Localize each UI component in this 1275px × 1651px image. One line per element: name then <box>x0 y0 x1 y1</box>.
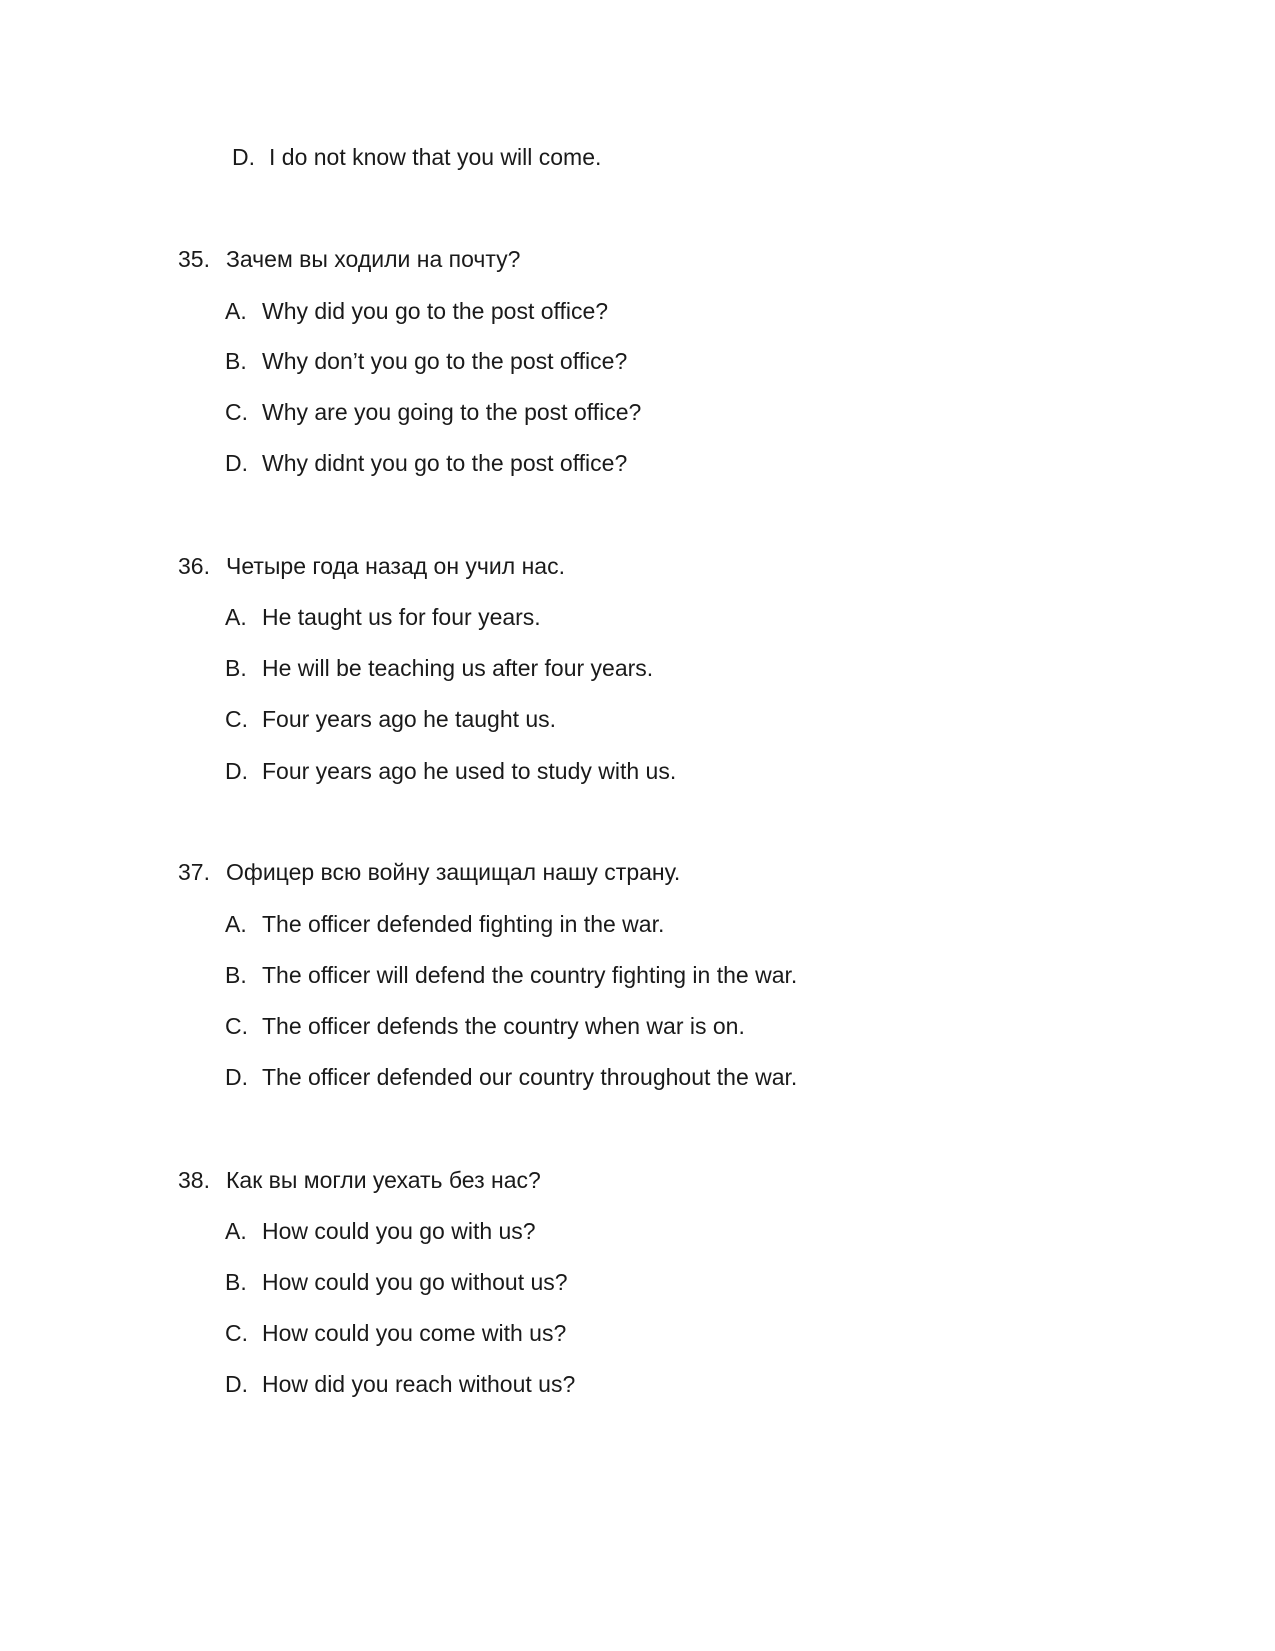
answer-option <box>225 1012 745 1040</box>
option-text: The officer defended fighting in the war. <box>262 911 665 937</box>
option-letter: B. <box>225 655 247 681</box>
answer-option <box>225 654 653 682</box>
answer-option <box>225 705 556 733</box>
option-text: How could you go with us? <box>262 1218 536 1244</box>
answer-option <box>225 1319 566 1347</box>
option-text: The officer defended our country throughout the war. <box>262 1064 798 1090</box>
answer-option <box>225 961 797 989</box>
question-text: Как вы могли уехать без нас? <box>226 1167 541 1193</box>
option-text: Why are you going to the post office? <box>262 399 642 425</box>
option-letter: C. <box>225 1320 248 1346</box>
option-text: The officer will defend the country fighting in the war. <box>262 962 798 988</box>
option-letter: A. <box>225 604 247 630</box>
option-letter: D. <box>225 1064 248 1090</box>
answer-option <box>225 603 541 631</box>
option-text: I do not know that you will come. <box>269 144 602 170</box>
answer-option <box>225 757 676 785</box>
option-letter: C. <box>225 1013 248 1039</box>
answer-option <box>225 1063 797 1091</box>
option-letter: D. <box>232 144 255 170</box>
question-prompt <box>178 1166 541 1194</box>
option-text: The officer defends the country when war is on. <box>262 1013 745 1039</box>
question-prompt <box>178 552 565 580</box>
answer-option <box>225 449 627 477</box>
question-number: 37. <box>178 859 210 885</box>
question-number: 36. <box>178 553 210 579</box>
option-text: He will be teaching us after four years. <box>262 655 654 681</box>
option-text: How could you go without us? <box>262 1269 568 1295</box>
option-text: How did you reach without us? <box>262 1371 576 1397</box>
answer-option <box>225 1268 568 1296</box>
continued-option <box>232 143 601 171</box>
question-text: Четыре года назад он учил нас. <box>226 553 565 579</box>
question-prompt <box>178 858 680 886</box>
option-letter: C. <box>225 706 248 732</box>
option-letter: C. <box>225 399 248 425</box>
option-letter: B. <box>225 1269 247 1295</box>
option-letter: D. <box>225 1371 248 1397</box>
answer-option <box>225 1217 536 1245</box>
option-text: Four years ago he taught us. <box>262 706 557 732</box>
answer-option <box>225 1370 575 1398</box>
answer-option <box>225 347 627 375</box>
option-letter: D. <box>225 758 248 784</box>
question-number: 35. <box>178 246 210 272</box>
option-letter: A. <box>225 911 247 937</box>
question-prompt <box>178 245 520 273</box>
option-letter: D. <box>225 450 248 476</box>
option-text: Four years ago he used to study with us. <box>262 758 677 784</box>
option-letter: B. <box>225 962 247 988</box>
answer-option <box>225 398 641 426</box>
option-text: He taught us for four years. <box>262 604 541 630</box>
option-text: Why don’t you go to the post office? <box>262 348 628 374</box>
question-text: Зачем вы ходили на почту? <box>226 246 521 272</box>
question-number: 38. <box>178 1167 210 1193</box>
option-text: How could you come with us? <box>262 1320 567 1346</box>
option-text: Why didnt you go to the post office? <box>262 450 628 476</box>
option-letter: A. <box>225 1218 247 1244</box>
option-letter: A. <box>225 298 247 324</box>
answer-option <box>225 297 608 325</box>
answer-option <box>225 910 664 938</box>
option-text: Why did you go to the post office? <box>262 298 609 324</box>
option-letter: B. <box>225 348 247 374</box>
question-text: Офицер всю войну защищал нашу страну. <box>226 859 681 885</box>
